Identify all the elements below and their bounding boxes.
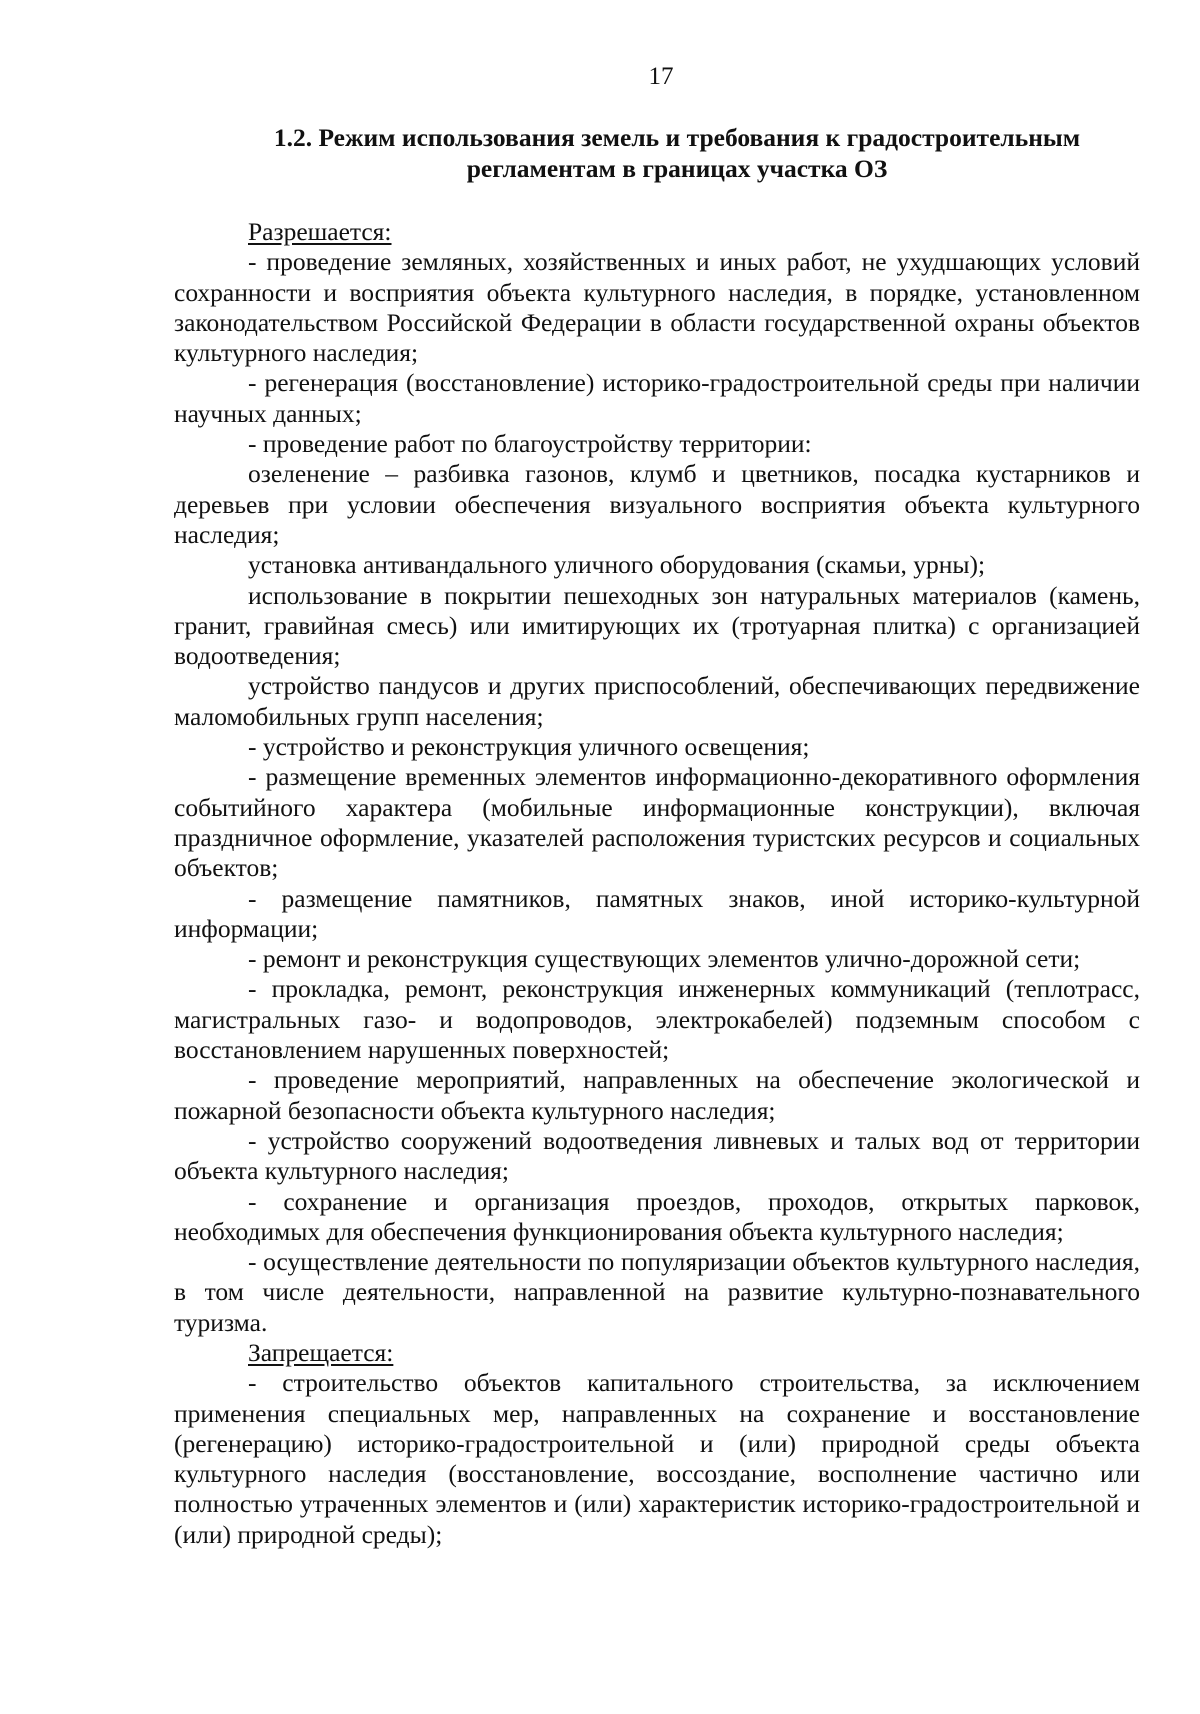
allowed-item: озеленение – разбивка газонов, клумб и цветников, посадка кустарников и деревьев при условии обеспечения визуального восприятия объекта культурного наследия; (174, 459, 1140, 549)
allowed-item: - сохранение и организация проездов, проходов, открытых парковок, необходимых для обеспечения функционирования объекта культурного наследия; (174, 1186, 1140, 1246)
allowed-item: - устройство и реконструкция уличного освещения; (248, 732, 810, 762)
document-page (174, 62, 1140, 1550)
allowed-item: устройство пандусов и других приспособлений, обеспечивающих передвижение маломобильных групп населения; (174, 671, 1140, 731)
allowed-item: - прокладка, ремонт, реконструкция инженерных коммуникаций (теплотрасс, магистральных газо- и водопроводов, электрокабелей) подземным способом с восстановлением нарушенных поверхностей; (174, 974, 1140, 1065)
allowed-item: - устройство сооружений водоотведения ливневых и талых вод от территории объекта культурного наследия; (174, 1125, 1140, 1186)
allowed-item: - размещение памятников, памятных знаков, иной историко-культурной информации; (174, 883, 1140, 943)
allowed-item: - проведение работ по благоустройству территории: (248, 429, 812, 459)
allowed-item: - проведение мероприятий, направленных на обеспечение экологической и пожарной безопасности объекта культурного наследия; (174, 1065, 1140, 1125)
prohibited-label: Запрещается: (248, 1337, 394, 1367)
allowed-item: установка антивандального уличного оборудования (скамьи, урны); (248, 550, 986, 580)
allowed-item: - ремонт и реконструкция существующих элементов улично-дорожной сети; (248, 944, 1081, 974)
allowed-item: - проведение земляных, хозяйственных и иных работ, не ухудшающих условий сохранности и восприятия объекта культурного наследия, в порядке, установленном законодательством Российской Федерации в области государственной охраны объектов культурного наследия; (174, 247, 1140, 368)
allowed-item: использование в покрытии пешеходных зон натуральных материалов (камень, гранит, гравийная смесь) или имитирующих их (тротуарная плитка) с организацией водоотведения; (174, 580, 1140, 671)
page-number: 17 (648, 63, 674, 90)
section-title: 1.2. Режим использования земель и требования к градостроительным регламентам в границах участка ОЗ (273, 123, 1081, 183)
prohibited-item: - строительство объектов капитального строительства, за исключением применения специальных мер, направленных на сохранение и восстановление (регенерацию) историко-градостроительной и (или) природной среды объекта культурного наследия (восстановление, воссоздание, восполнение частично или полностью утраченных элементов и (или) характеристик историко-градостроительной и (или) природной среды); (174, 1368, 1140, 1549)
allowed-item: - осуществление деятельности по популяризации объектов культурного наследия, в том числе деятельности, направленной на развитие культурно-познавательного туризма. (174, 1247, 1140, 1337)
allowed-item: - регенерация (восстановление) историко-градостроительной среды при наличии научных данных; (174, 368, 1140, 428)
allowed-item: - размещение временных элементов информационно-декоративного оформления событийного характера (мобильные информационные конструкции), включая праздничное оформление, указателей расположения туристских ресурсов и социальных объектов; (174, 762, 1140, 883)
allowed-label: Разрешается: (248, 217, 392, 246)
